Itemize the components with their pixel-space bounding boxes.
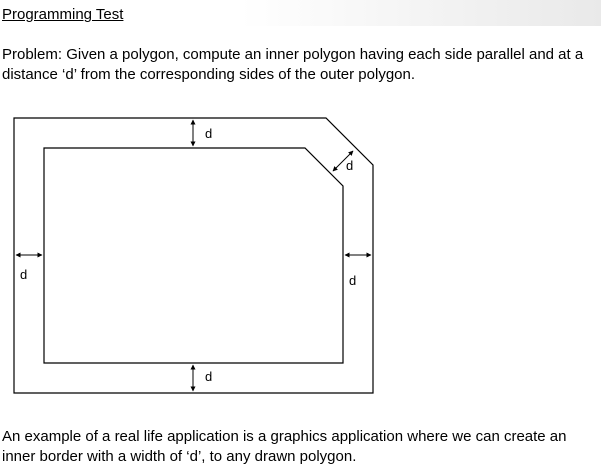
outer-polygon xyxy=(14,118,373,393)
problem-statement: Problem: Given a polygon, compute an inner polygon having each side parallel and at a distance ‘d’ from the corresponding sides of the outer polygon. xyxy=(2,46,584,83)
inner-polygon xyxy=(44,148,343,363)
right-dimension-label: d xyxy=(349,273,357,288)
left-dimension-label: d xyxy=(20,267,28,282)
example-paragraph: An example of a real life application is a graphics application where we can create an inner border with a width of ‘d’, to any drawn polygon. xyxy=(2,428,567,465)
bottom-dimension-label: d xyxy=(205,369,213,384)
top-dimension-label: d xyxy=(205,126,213,141)
polygon-figure xyxy=(0,110,400,400)
diagonal-dimension-label: d xyxy=(346,158,354,173)
document-title: Programming Test xyxy=(2,6,124,23)
